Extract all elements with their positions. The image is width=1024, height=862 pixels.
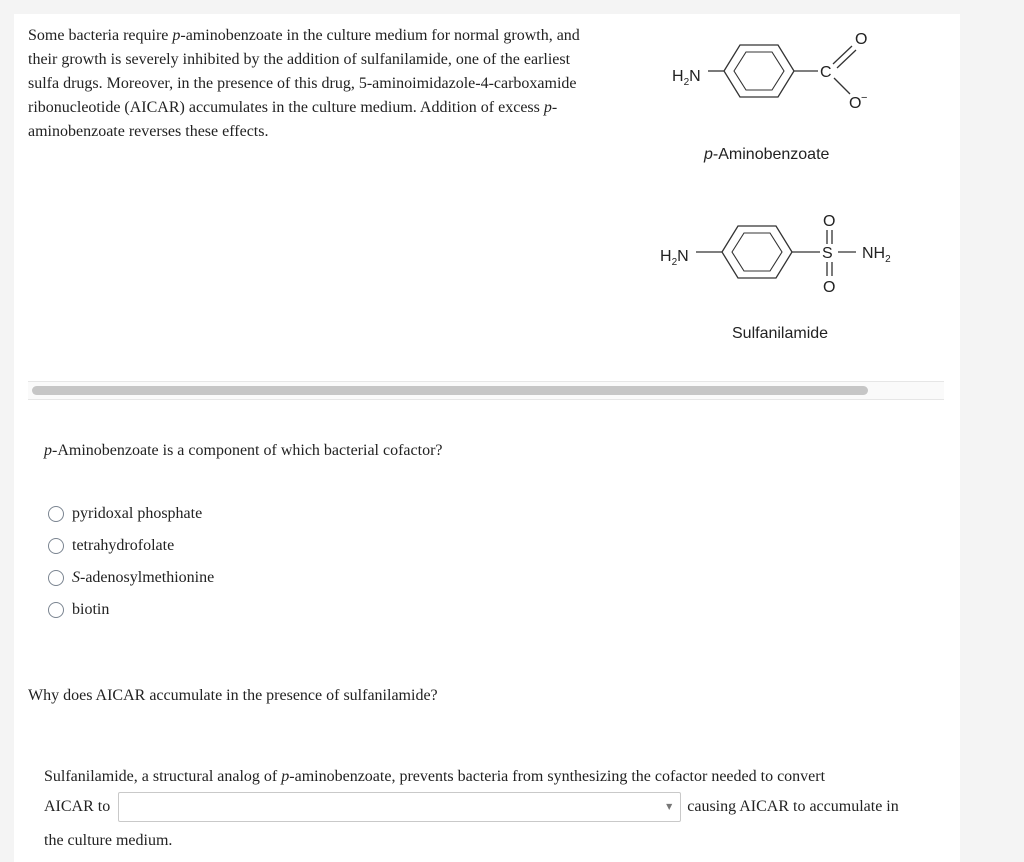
- option-s-adenosylmethionine[interactable]: S-adenosylmethionine: [48, 562, 214, 594]
- question-2: Why does AICAR accumulate in the presence of sulfanilamide?: [28, 687, 438, 704]
- radio-icon[interactable]: [48, 570, 64, 586]
- sulfa-caption: Sulfanilamide: [732, 325, 829, 342]
- answer-sentence-line1: Sulfanilamide, a structural analog of p-aminobenzoate, prevents bacteria from synthesizing the cofactor needed to convert: [44, 768, 826, 785]
- intro-paragraph: Some bacteria require p-aminobenzoate in the culture medium for normal growth, and their growth is severely inhibited by the addition of sulfanilamide, one of the earliest sulfa drugs. Moreover, in the presence of this drug, 5-aminoimidazole-4-carboxamide ribonucleotide (AICAR) accumulates in the culture medium. Addition of excess p-aminobenzoate reverses these effects.: [28, 27, 580, 140]
- option-biotin[interactable]: biotin: [48, 594, 214, 626]
- answer-sentence-line2: AICAR to ▼ causing AICAR to accumulate in: [44, 792, 899, 822]
- sulfa-oxygen-bottom: O: [823, 279, 836, 296]
- chevron-down-icon: ▼: [666, 802, 673, 811]
- option-tetrahydrofolate[interactable]: tetrahydrofolate: [48, 530, 214, 562]
- radio-icon[interactable]: [48, 506, 64, 522]
- option-pyridoxal-phosphate[interactable]: pyridoxal phosphate: [48, 498, 214, 530]
- cofactor-options: [48, 498, 214, 626]
- sulfa-oxygen-top: O: [823, 213, 836, 230]
- question-1: p-Aminobenzoate is a component of which bacterial cofactor?: [44, 442, 443, 459]
- pab-caption: p-Aminobenzoate: [704, 146, 830, 163]
- answer-sentence-line3: the culture medium.: [44, 832, 173, 849]
- sulfa-nh2-label: $NH_2$: [862, 245, 891, 265]
- sulfa-sulfur-label: S: [822, 245, 833, 262]
- radio-icon[interactable]: [48, 602, 64, 618]
- sulfanilamide-structure: [660, 213, 891, 342]
- pab-oxygen-top: O: [855, 31, 868, 48]
- content-panel: [14, 14, 960, 862]
- pab-carbon-label: C: [820, 64, 832, 81]
- p-aminobenzoate-structure: [672, 31, 867, 163]
- product-dropdown[interactable]: [118, 792, 681, 822]
- divider-bar: [32, 386, 868, 395]
- pab-oxygen-bottom: O: [849, 95, 862, 112]
- pab-charge: −: [861, 92, 868, 104]
- section-divider: [28, 381, 944, 400]
- pab-amine-label: $H_2N$: [672, 68, 701, 88]
- sulfa-amine-label: $H_2N$: [660, 248, 689, 268]
- radio-icon[interactable]: [48, 538, 64, 554]
- chemical-structures: [634, 14, 954, 364]
